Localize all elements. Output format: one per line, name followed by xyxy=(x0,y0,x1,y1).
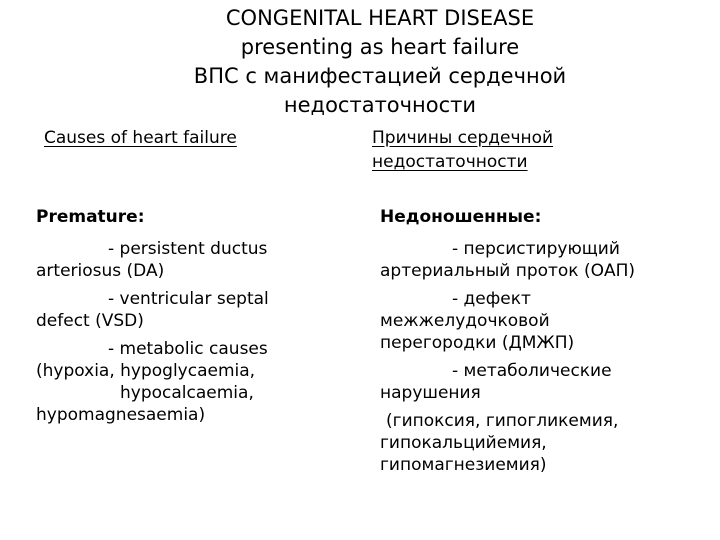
left-item-line: - persistent ductus xyxy=(108,239,268,259)
left-item-line: hypomagnesaemia) xyxy=(36,405,206,425)
right-item-line: гипомагнезиемия) xyxy=(380,455,547,475)
right-item-line: перегородки (ДМЖП) xyxy=(380,333,575,353)
title-line-3: ВПС с манифестацией сердечной xyxy=(193,64,567,88)
left-group-heading: Premature: xyxy=(36,207,145,227)
right-heading-line-2: недостаточности xyxy=(372,152,528,172)
right-item-line: нарушения xyxy=(380,383,481,403)
left-item-line: hypocalcaemia, xyxy=(120,383,254,403)
title-line-1: CONGENITAL HEART DISEASE xyxy=(225,6,535,30)
title-line-2: presenting as heart failure xyxy=(240,35,520,59)
left-item-line: - ventricular septal xyxy=(108,289,269,309)
right-item-line: - персистирующий xyxy=(452,239,620,259)
right-heading-line-1: Причины сердечной xyxy=(372,128,554,148)
left-column-heading xyxy=(44,126,237,150)
left-item-line: (hypoxia, hypoglycaemia, xyxy=(36,361,256,381)
slide-title xyxy=(60,4,700,120)
title-line-4: недостаточности xyxy=(283,93,477,117)
right-item-line: - дефект xyxy=(452,289,531,309)
right-group-heading: Недоношенные: xyxy=(380,207,542,227)
right-column-body xyxy=(380,206,710,476)
left-item-line: - metabolic causes xyxy=(108,339,268,359)
right-item-line: (гипоксия, гипогликемия, xyxy=(386,411,619,431)
left-item-line: arteriosus (DA) xyxy=(36,261,165,281)
right-column-heading xyxy=(372,126,553,174)
right-item-line: гипокальцийемия, xyxy=(380,433,547,453)
right-item-line: артериальный проток (ОАП) xyxy=(380,261,636,281)
left-heading-text: Causes of heart failure xyxy=(44,128,237,148)
right-item-line: - метаболические xyxy=(452,361,612,381)
left-item-line: defect (VSD) xyxy=(36,311,144,331)
left-column-body xyxy=(36,206,346,426)
right-item-line: межжелудочковой xyxy=(380,311,550,331)
